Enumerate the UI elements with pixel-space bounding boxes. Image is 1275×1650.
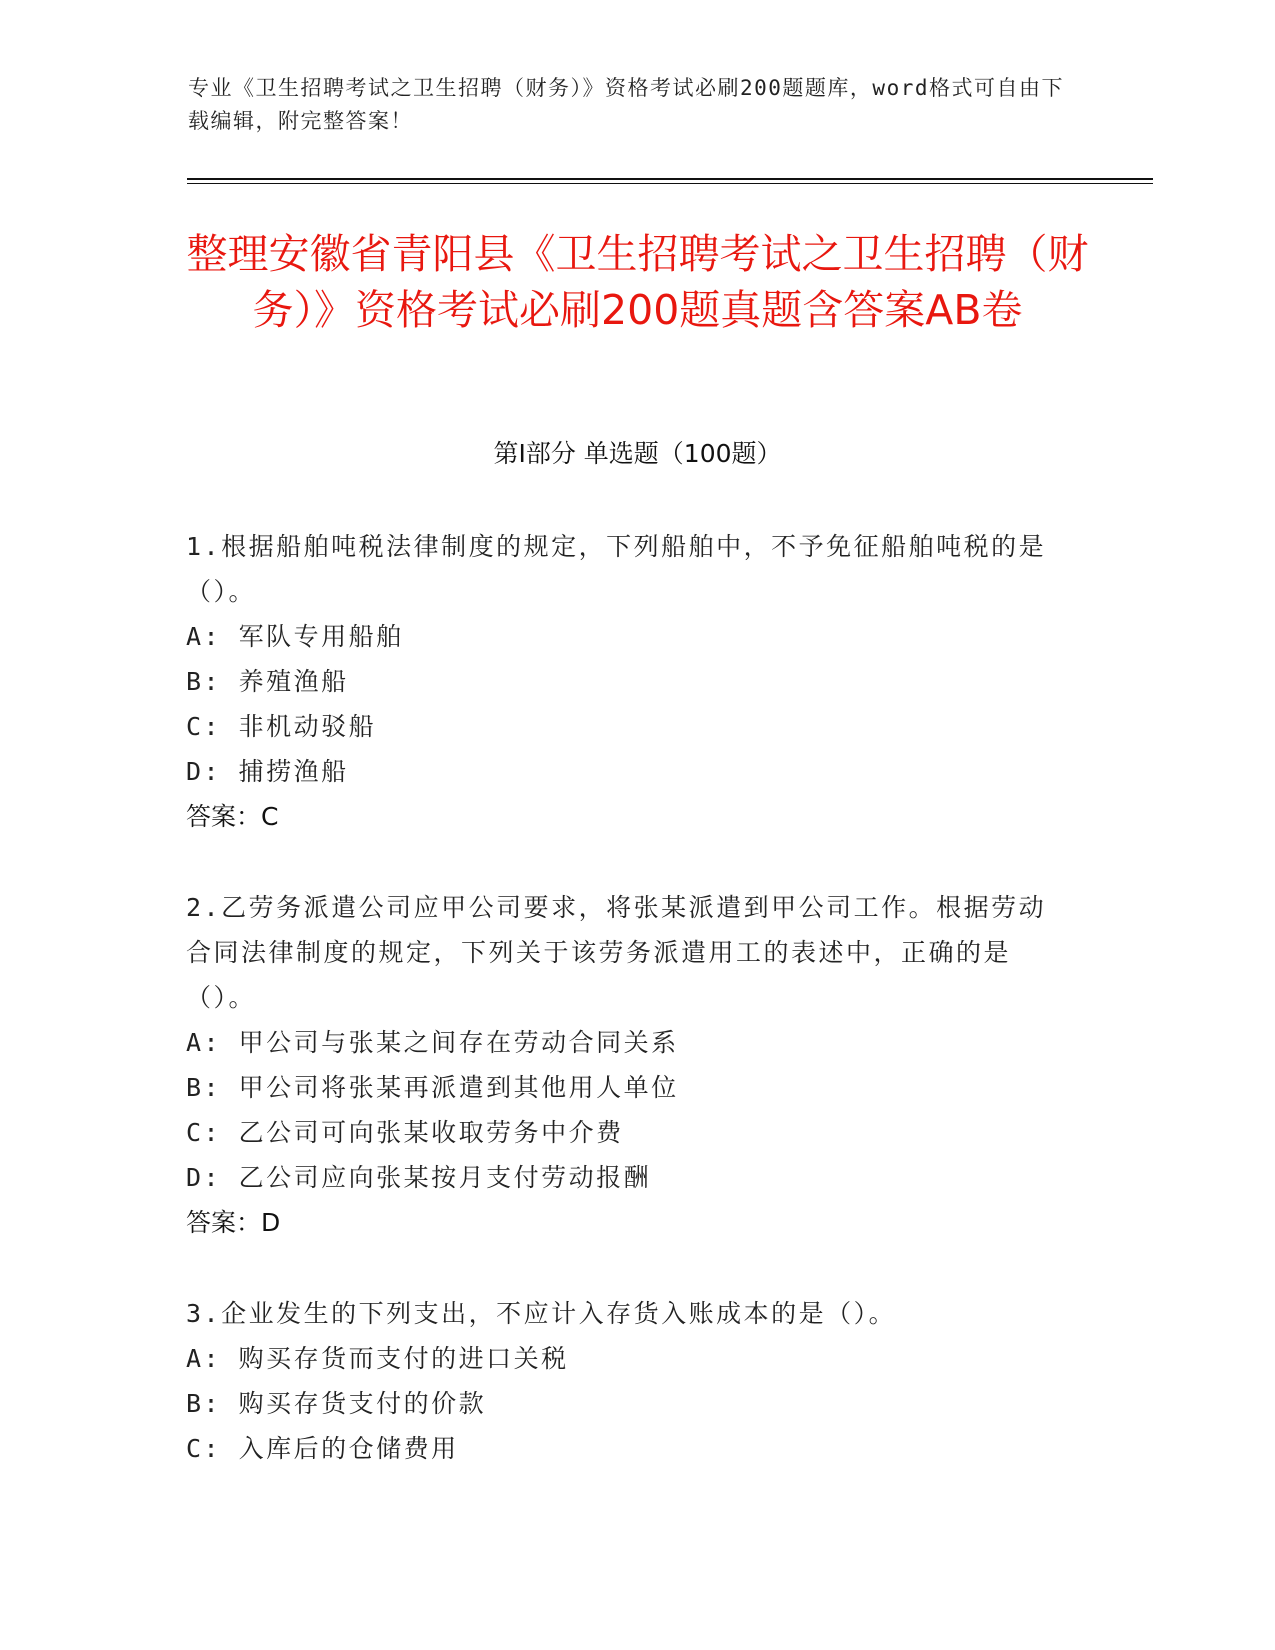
header-rule-thick [187, 178, 1153, 180]
document-title: 整理安徽省青阳县《卫生招聘考试之卫生招聘（财务）》资格考试必刷200题真题含答案AB卷 [186, 230, 1089, 334]
option-c: C: 乙公司可向张某收取劳务中介费 [186, 1118, 624, 1147]
option-c: C: 入库后的仓储费用 [186, 1434, 459, 1463]
header-rule-thin [187, 183, 1153, 184]
option-a: A: 甲公司与张某之间存在劳动合同关系 [186, 1028, 679, 1057]
question-2 [186, 885, 1066, 1245]
question-stem: 3.企业发生的下列支出，不应计入存货入账成本的是（）。 [186, 1299, 897, 1328]
option-d: D: 捕捞渔船 [186, 757, 349, 786]
option-b: B: 购买存货支付的价款 [186, 1389, 487, 1418]
question-stem: 2.乙劳务派遣公司应甲公司要求，将张某派遣到甲公司工作。根据劳动合同法律制度的规定，下列关于该劳务派遣用工的表述中，正确的是（）。 [186, 893, 1047, 1012]
question-list [186, 524, 1066, 1517]
answer-line: 答案：D [186, 1208, 281, 1237]
question-3 [186, 1291, 1066, 1471]
header-note: 专业《卫生招聘考试之卫生招聘（财务）》资格考试必刷200题题库，word格式可自由下载编辑，附完整答案！ [188, 76, 1064, 133]
option-b: B: 养殖渔船 [186, 667, 349, 696]
option-a: A: 军队专用船舶 [186, 622, 404, 651]
option-d: D: 乙公司应向张某按月支付劳动报酬 [186, 1163, 652, 1192]
answer-line: 答案：C [186, 802, 279, 831]
section-heading: 第Ⅰ部分 单选题（100题） [493, 439, 782, 468]
question-stem: 1.根据船舶吨税法律制度的规定，下列船舶中，不予免征船舶吨税的是（）。 [186, 532, 1047, 606]
option-c: C: 非机动驳船 [186, 712, 377, 741]
option-a: A: 购买存货而支付的进口关税 [186, 1344, 569, 1373]
question-1 [186, 524, 1066, 839]
option-b: B: 甲公司将张某再派遣到其他用人单位 [186, 1073, 679, 1102]
